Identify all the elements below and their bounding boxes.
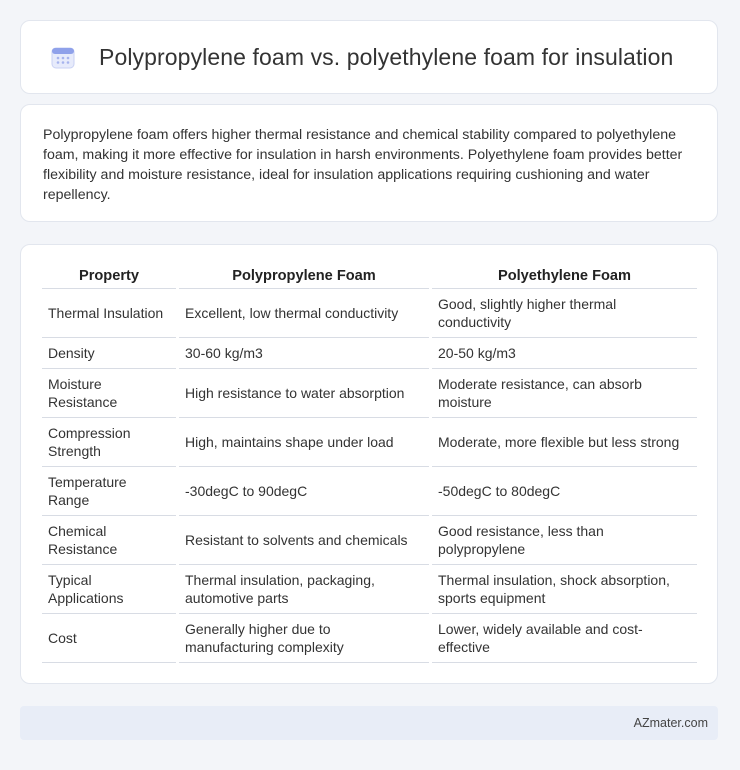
row-property: Thermal Insulation <box>42 289 178 338</box>
calendar-icon <box>49 43 77 71</box>
row-polypropylene: Generally higher due to manufacturing complexity <box>178 614 431 663</box>
header-property: Property <box>42 265 178 289</box>
page-title: Polypropylene foam vs. polyethylene foam for insulation <box>99 43 674 70</box>
row-property: Chemical Resistance <box>42 516 178 565</box>
row-polypropylene: Thermal insulation, packaging, automotive parts <box>178 565 431 614</box>
row-polypropylene: 30-60 kg/m3 <box>178 338 431 369</box>
summary-text: Polypropylene foam offers higher thermal resistance and chemical stability compared to polyethylene foam, making it more effective for insulation in harsh environments. Polyethylene foam provides better flexibility and moisture resistance, ideal for insulation applications requiring cushioning and water repellency. <box>43 127 683 203</box>
row-polyethylene: Moderate, more flexible but less strong <box>431 418 698 467</box>
row-property: Compression Strength <box>42 418 178 467</box>
footer-brand[interactable]: AZmater.com <box>633 716 708 730</box>
table-row <box>42 565 697 614</box>
table-row <box>42 467 697 516</box>
table-row <box>42 369 697 418</box>
row-polyethylene: -50degC to 80degC <box>431 467 698 516</box>
row-polypropylene: High, maintains shape under load <box>178 418 431 467</box>
table-row <box>42 516 697 565</box>
table-row <box>42 418 697 467</box>
footer <box>20 706 718 740</box>
row-polypropylene: Excellent, low thermal conductivity <box>178 289 431 338</box>
row-property: Temperature Range <box>42 467 178 516</box>
header-polyethylene: Polyethylene Foam <box>431 265 698 289</box>
row-polyethylene: 20-50 kg/m3 <box>431 338 698 369</box>
comparison-table <box>42 265 697 663</box>
row-polypropylene: High resistance to water absorption <box>178 369 431 418</box>
row-polyethylene: Lower, widely available and cost-effective <box>431 614 698 663</box>
table-header-row <box>42 265 697 289</box>
title-card <box>20 20 718 94</box>
row-polyethylene: Thermal insulation, shock absorption, sports equipment <box>431 565 698 614</box>
row-polyethylene: Good, slightly higher thermal conductivity <box>431 289 698 338</box>
table-card <box>20 244 718 684</box>
row-polyethylene: Good resistance, less than polypropylene <box>431 516 698 565</box>
summary-card <box>20 104 718 222</box>
row-property: Cost <box>42 614 178 663</box>
row-property: Density <box>42 338 178 369</box>
table-row <box>42 338 697 369</box>
row-polypropylene: Resistant to solvents and chemicals <box>178 516 431 565</box>
row-property: Typical Applications <box>42 565 178 614</box>
row-property: Moisture Resistance <box>42 369 178 418</box>
table-row <box>42 614 697 663</box>
table-row <box>42 289 697 338</box>
header-polypropylene: Polypropylene Foam <box>178 265 431 289</box>
row-polypropylene: -30degC to 90degC <box>178 467 431 516</box>
row-polyethylene: Moderate resistance, can absorb moisture <box>431 369 698 418</box>
